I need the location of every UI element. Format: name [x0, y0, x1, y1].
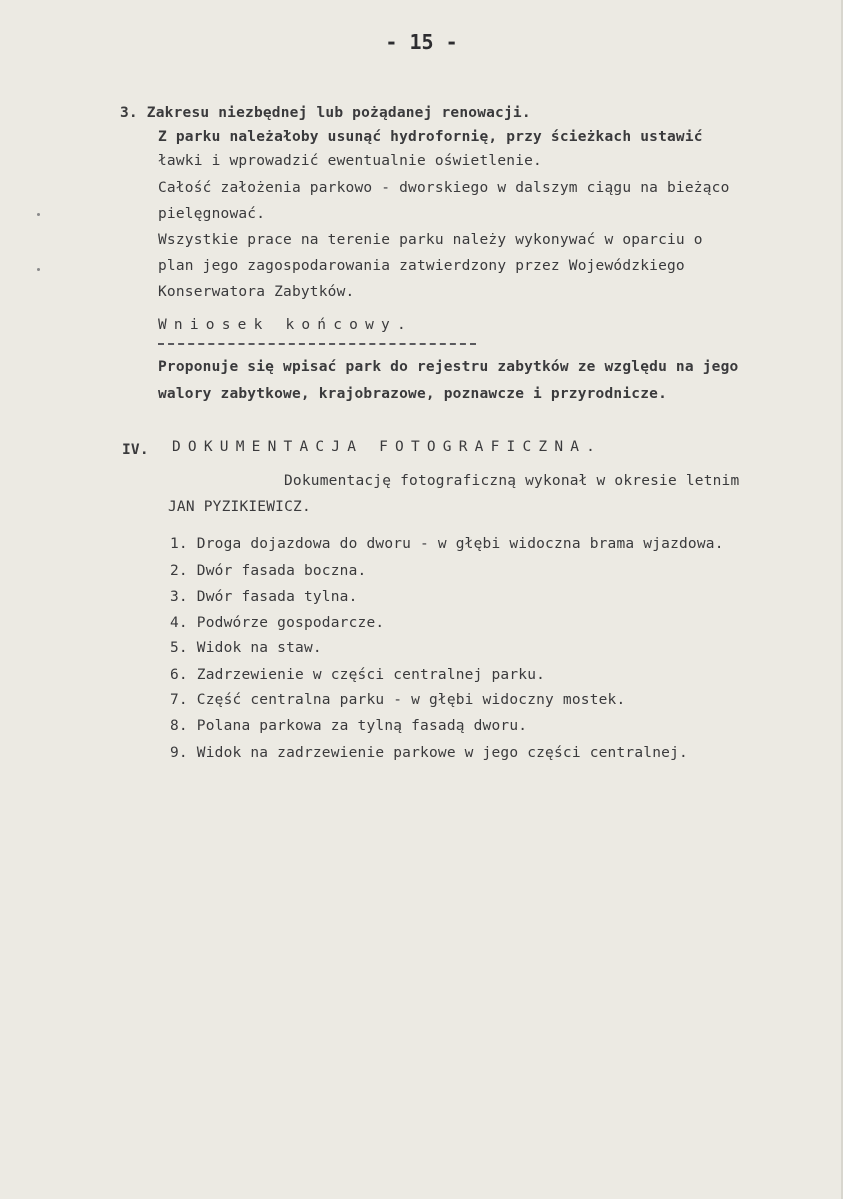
conclusion-line: Proponuje się wpisać park do rejestru zabytków ze względu na jego [158, 359, 739, 375]
section3-line: Z parku należałoby usunąć hydrofornię, przy ścieżkach ustawić [158, 129, 703, 145]
photo-list-item: 8. Polana parkowa za tylną fasadą dworu. [170, 718, 528, 734]
conclusion-heading: Wniosek końcowy. [158, 317, 413, 333]
section4-intro: JAN PYZIKIEWICZ. [168, 499, 311, 515]
page-number: - 15 - [385, 30, 458, 54]
photo-list-item: 5. Widok na staw. [170, 640, 322, 656]
heading-underline [158, 343, 476, 345]
section3-line: ławki i wprowadzić ewentualnie oświetlenie. [158, 153, 542, 169]
section4-number: IV. [122, 442, 149, 458]
section3-line: Konserwatora Zabytków. [158, 284, 355, 300]
section4-heading: DOKUMENTACJA FOTOGRAFICZNA. [172, 439, 603, 455]
section3-line: Całość założenia parkowo - dworskiego w dalszym ciągu na bieżąco [158, 180, 730, 196]
margin-dot [37, 213, 40, 216]
conclusion-line: walory zabytkowe, krajobrazowe, poznawcze i przyrodnicze. [158, 386, 667, 402]
margin-dot [37, 268, 40, 271]
photo-list-item: 1. Droga dojazdowa do dworu - w głębi widoczna brama wjazdowa. [170, 536, 724, 552]
photo-list-item: 9. Widok na zadrzewienie parkowe w jego części centralnej. [170, 745, 688, 761]
photo-list-item: 3. Dwór fasada tylna. [170, 589, 358, 605]
section4-intro: Dokumentację fotograficzną wykonał w okresie letnim [284, 473, 740, 489]
section3-heading: 3. Zakresu niezbędnej lub pożądanej renowacji. [120, 105, 531, 121]
photo-list-item: 2. Dwór fasada boczna. [170, 563, 367, 579]
section3-line: Wszystkie prace na terenie parku należy wykonywać w oparciu o [158, 232, 703, 248]
section3-line: plan jego zagospodarowania zatwierdzony przez Wojewódzkiego [158, 258, 685, 274]
photo-list-item: 7. Część centralna parku - w głębi widoczny mostek. [170, 692, 626, 708]
section3-line: pielęgnować. [158, 206, 266, 222]
photo-list-item: 4. Podwórze gospodarcze. [170, 615, 385, 631]
photo-list-item: 6. Zadrzewienie w części centralnej parku. [170, 667, 546, 683]
